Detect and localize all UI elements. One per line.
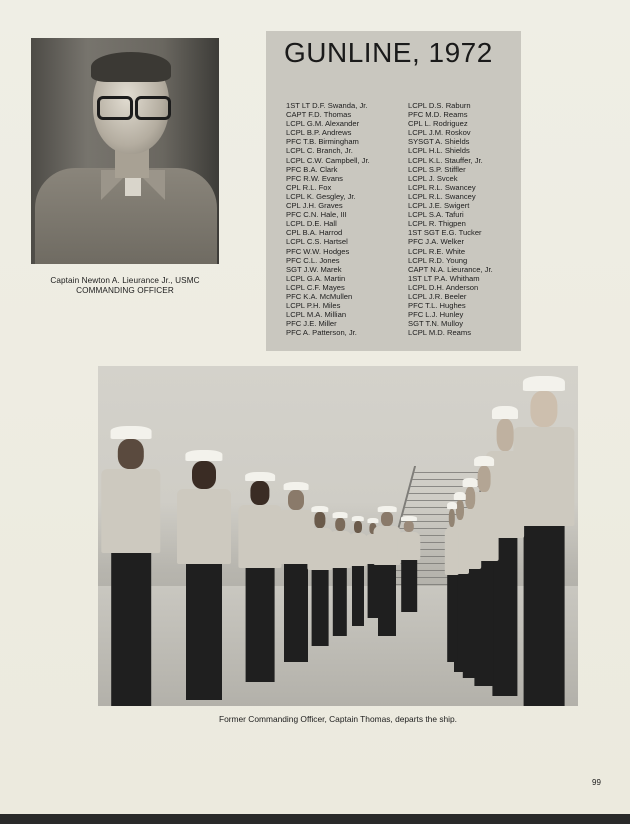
roster-entry: PFC J.E. Miller [286, 319, 337, 329]
roster-entry: LCPL M.A. Millian [286, 310, 347, 320]
roster-entry: LCPL C.S. Hartsel [286, 237, 348, 247]
roster-entry: CAPT N.A. Lieurance, Jr. [408, 264, 493, 274]
roster-entry: PFC C.N. Hale, III [286, 210, 347, 220]
roster-entry: LCPL G.A. Martin [286, 273, 346, 283]
roster-entry: LCPL K.L. Stauffer, Jr. [408, 155, 483, 165]
roster-entry: LCPL J. Svcek [408, 173, 458, 183]
roster-entry: LCPL J.M. Roskov [408, 128, 471, 138]
roster-entry: LCPL C.W. Campbell, Jr. [286, 155, 370, 165]
group-photo [98, 366, 578, 706]
roster-entry: CPL J.H. Graves [286, 201, 343, 211]
roster-entry: LCPL C.F. Mayes [286, 282, 345, 292]
roster-entry: LCPL R.D. Young [408, 255, 468, 265]
marine-figure [98, 426, 164, 706]
marine-figure [174, 450, 234, 700]
roster-entry: PFC C.L. Jones [286, 255, 340, 265]
roster-entry: 1ST LT D.F. Swanda, Jr. [286, 101, 368, 110]
page-number: 99 [592, 778, 601, 787]
roster-entry: CPL L. Rodriguez [408, 119, 468, 129]
roster-entry: PFC L.J. Hunley [408, 310, 464, 320]
roster-entry: PFC K.A. McMullen [286, 291, 353, 301]
roster-entry: LCPL R.L. Swancey [408, 182, 476, 192]
marine-figure [444, 502, 460, 662]
roster-entry: 1ST SGT E.G. Tucker [408, 228, 482, 238]
roster-entry: SGT T.N. Mulloy [408, 319, 463, 329]
roster-entry: CPL R.L. Fox [286, 182, 332, 192]
page-bottom-edge [0, 814, 630, 824]
roster-entry: CAPT F.D. Thomas [286, 110, 352, 120]
roster-entry: LCPL K. Gesgley, Jr. [286, 191, 356, 201]
roster-title: GUNLINE, 1972 [284, 37, 493, 68]
roster-entry: LCPL D.E. Hall [286, 219, 337, 229]
roster-entry: LCPL P.H. Miles [286, 301, 341, 311]
roster-entry: LCPL R.E. White [408, 246, 466, 256]
roster-entry: SYSGT A. Shields [408, 137, 470, 147]
roster-entry: SGT J.W. Marek [286, 264, 342, 274]
roster-entry: LCPL J.E. Swigert [408, 201, 470, 211]
roster-entry: LCPL D.S. Raburn [408, 101, 471, 110]
portrait-hair [91, 52, 171, 82]
portrait-caption-name: Captain Newton A. Lieurance Jr., USMC [50, 276, 200, 285]
commanding-officer-portrait [31, 38, 219, 264]
roster-entry: LCPL C. Branch, Jr. [286, 146, 353, 156]
portrait-caption [31, 276, 219, 296]
roster-entry: PFC R.W. Evans [286, 173, 343, 183]
roster-entry: LCPL R.L. Swancey [408, 191, 476, 201]
roster-entry: PFC B.A. Clark [286, 164, 338, 174]
roster-entry: LCPL J.R. Beeler [408, 291, 467, 301]
roster-panel [266, 31, 521, 351]
roster-entry: LCPL B.P. Andrews [286, 128, 352, 138]
portrait-caption-title: COMMANDING OFFICER [76, 286, 174, 295]
roster-entry: CPL B.A. Harrod [286, 228, 343, 238]
roster-entry: LCPL H.L. Shields [408, 146, 470, 156]
portrait-glasses [97, 96, 167, 116]
roster-entry: 1ST LT P.A. Whitham [408, 273, 480, 283]
marine-figure [396, 516, 422, 612]
roster-entry: PFC M.D. Reams [408, 110, 468, 120]
roster-entry: PFC T.B. Birmingham [286, 137, 359, 147]
roster-entry: LCPL M.D. Reams [408, 328, 472, 338]
roster-entry: LCPL D.H. Anderson [408, 282, 479, 292]
roster-entry: LCPL S.A. Tafuri [408, 210, 464, 220]
roster-entry: LCPL G.M. Alexander [286, 119, 360, 129]
roster-entry: PFC W.W. Hodges [286, 246, 350, 256]
roster-right-column [408, 101, 493, 337]
roster-entry: PFC T.L. Hughes [408, 301, 466, 311]
roster-entry: LCPL R. Thigpen [408, 219, 466, 229]
roster-entry: PFC J.A. Welker [408, 237, 464, 247]
roster-entry: PFC A. Patterson, Jr. [286, 328, 357, 338]
roster-entry: LCPL S.P. Stiffler [408, 164, 466, 174]
group-photo-caption: Former Commanding Officer, Captain Thomas, departs the ship. [218, 714, 458, 724]
roster-left-column [286, 101, 370, 337]
